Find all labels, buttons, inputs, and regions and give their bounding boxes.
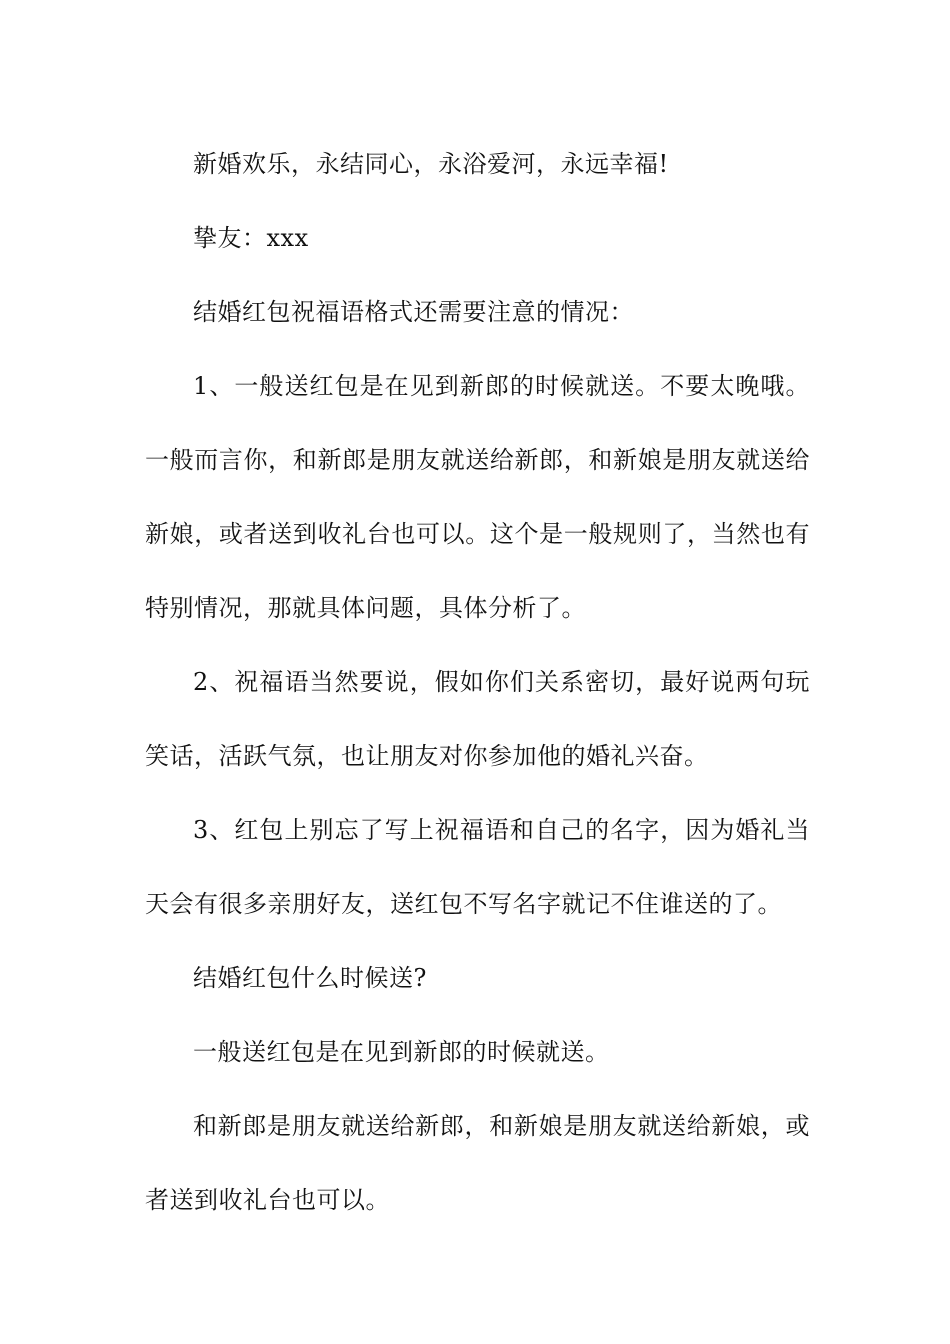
paragraph-blessing: 新婚欢乐，永结同心，永浴爱河，永远幸福! — [193, 150, 669, 178]
paragraph-when-heading: 结婚红包什么时候送? — [193, 964, 427, 992]
paragraph-note-3: 3、红包上别忘了写上祝福语和自己的名字，因为婚礼当天会有很多亲朋好友，送红包不写名字就记不住谁送的了。 — [145, 816, 810, 918]
paragraph-notes-heading: 结婚红包祝福语格式还需要注意的情况： — [193, 298, 634, 326]
document-body — [145, 127, 810, 1237]
paragraph-note-2: 2、祝福语当然要说，假如你们关系密切，最好说两句玩笑话，活跃气氛，也让朋友对你参加他的婚礼兴奋。 — [145, 668, 810, 770]
paragraph-when-answer: 一般送红包是在见到新郎的时候就送。 — [193, 1038, 610, 1066]
paragraph-note-1: 1、一般送红包是在见到新郎的时候就送。不要太晚哦。一般而言你，和新郎是朋友就送给新郎，和新娘是朋友就送给新娘，或者送到收礼台也可以。这个是一般规则了，当然也有特别情况，那就具体问题，具体分析了。 — [145, 372, 810, 622]
paragraph-signature: 挚友：xxx — [193, 224, 309, 252]
paragraph-when-detail: 和新郎是朋友就送给新郎，和新娘是朋友就送给新娘，或者送到收礼台也可以。 — [145, 1112, 810, 1214]
